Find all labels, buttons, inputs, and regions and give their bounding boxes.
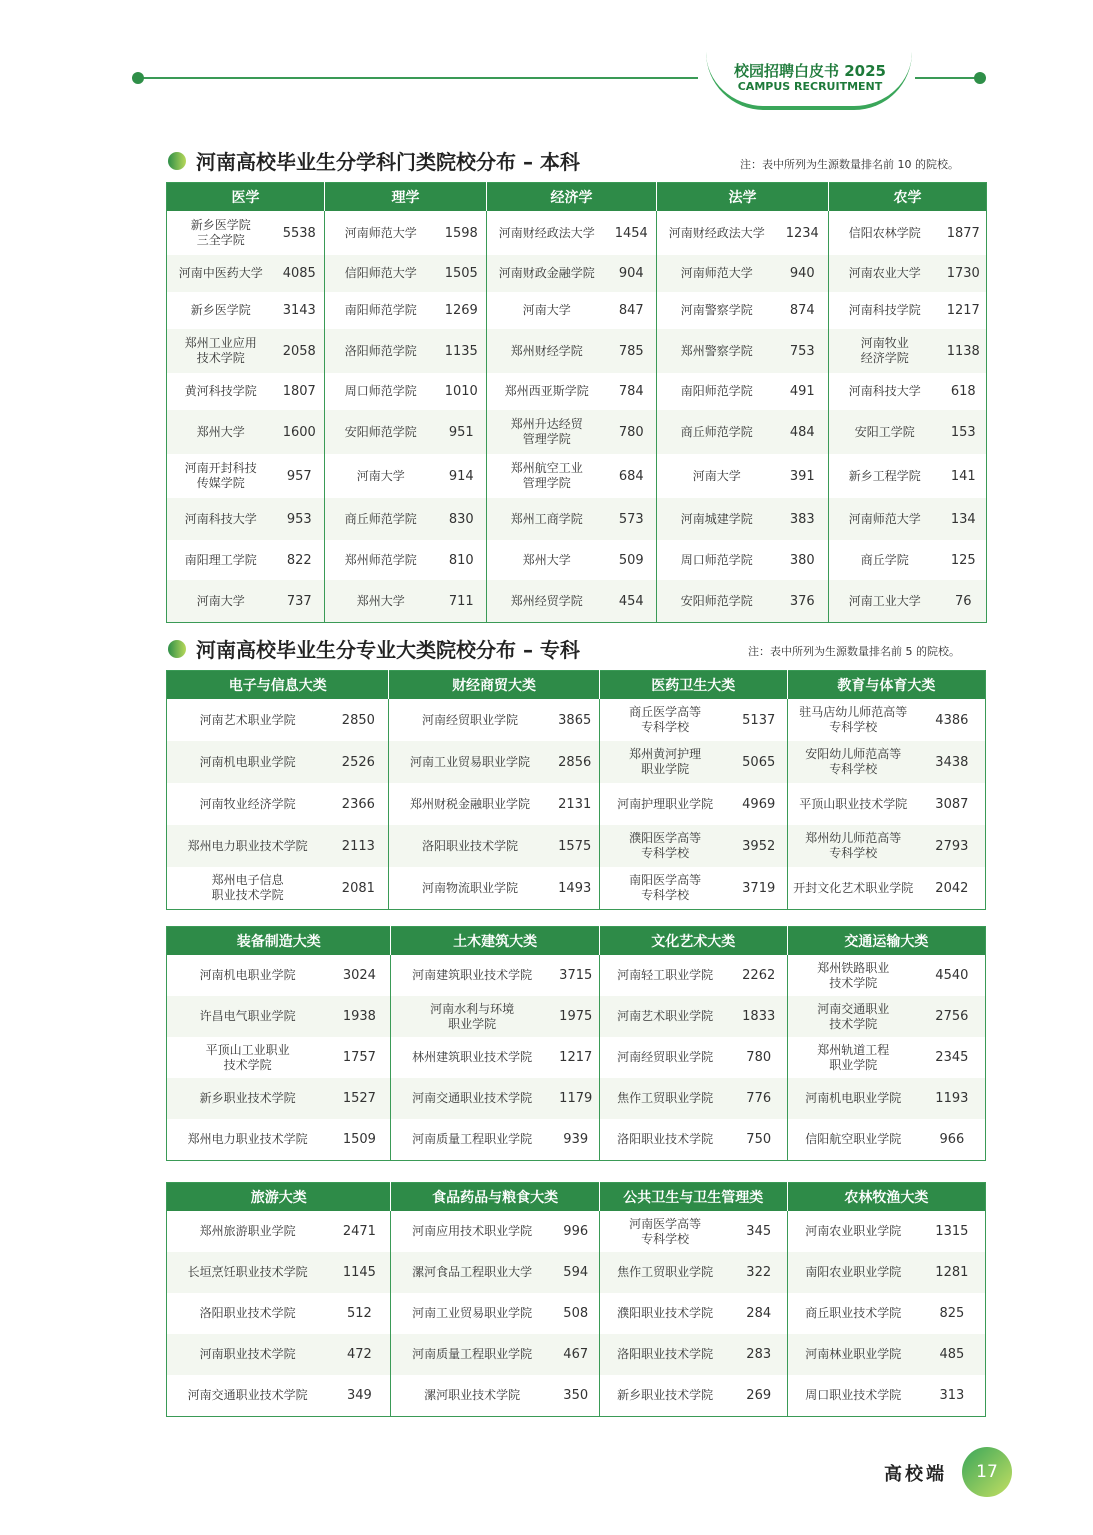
school-name: 周口师范学院 bbox=[344, 384, 417, 398]
table-row bbox=[167, 410, 987, 454]
header-line-left bbox=[138, 77, 698, 79]
school-name: 河南开封科技 传媒学院 bbox=[184, 461, 257, 490]
table-row bbox=[167, 1252, 986, 1293]
student-count: 5065 bbox=[731, 741, 788, 783]
section-title-undergrad bbox=[168, 146, 580, 175]
student-count: 4085 bbox=[275, 255, 325, 292]
student-count: 573 bbox=[607, 498, 657, 540]
school-name: 长垣烹饪职业技术学院 bbox=[167, 1252, 329, 1293]
student-count: 1877 bbox=[946, 225, 980, 241]
school-name: 郑州大学 bbox=[325, 580, 437, 623]
student-count: 4386 bbox=[935, 712, 969, 728]
school-name: 河南经贸职业学院 bbox=[617, 1050, 714, 1064]
student-count: 4540 bbox=[935, 968, 969, 983]
column-header: 教育与体育大类 bbox=[787, 671, 985, 700]
student-count: 1135 bbox=[437, 329, 487, 373]
school-name: 新乡职业技术学院 bbox=[617, 1388, 714, 1402]
student-count: 508 bbox=[553, 1293, 600, 1334]
badge-subtitle: CAMPUS RECRUITMENT bbox=[737, 80, 883, 93]
school-name: 河南财政金融学院 bbox=[487, 255, 607, 292]
student-count: 322 bbox=[731, 1252, 788, 1293]
school-name: 信阳农林学院 bbox=[848, 225, 921, 240]
student-count: 509 bbox=[607, 540, 657, 580]
student-count: 512 bbox=[328, 1293, 391, 1334]
student-count: 810 bbox=[437, 540, 487, 580]
student-count: 3865 bbox=[551, 699, 600, 741]
school-name: 新乡医学院 bbox=[190, 303, 251, 317]
student-count: 711 bbox=[437, 580, 487, 623]
college-table-3 bbox=[166, 1182, 986, 1417]
student-count: 1509 bbox=[328, 1119, 391, 1161]
school-name: 郑州轨道工程 职业学院 bbox=[817, 1042, 890, 1072]
column-header: 经济学 bbox=[487, 183, 657, 212]
student-count: 737 bbox=[275, 580, 325, 623]
table-row bbox=[167, 1293, 986, 1334]
school-name: 安阳工学院 bbox=[829, 410, 941, 454]
student-count: 3719 bbox=[731, 867, 788, 910]
student-count: 2113 bbox=[328, 825, 389, 867]
school-name: 南阳医学高等 专科学校 bbox=[629, 873, 702, 902]
section-title-text: 河南高校毕业生分学科门类院校分布 – 本科 bbox=[196, 150, 580, 174]
student-count: 1179 bbox=[553, 1078, 600, 1119]
school-name: 漯河职业技术学院 bbox=[424, 1388, 521, 1402]
column-header: 装备制造大类 bbox=[167, 927, 391, 956]
school-name: 南阳师范学院 bbox=[680, 384, 753, 398]
student-count: 2345 bbox=[935, 1050, 969, 1065]
school-name: 河南建筑职业技术学院 bbox=[412, 968, 533, 982]
table-row bbox=[167, 867, 986, 910]
school-name: 河南机电职业学院 bbox=[787, 1078, 918, 1119]
school-name: 河南护理职业学院 bbox=[617, 796, 714, 811]
school-name: 信阳师范大学 bbox=[325, 255, 437, 292]
school-name: 郑州西亚斯学院 bbox=[504, 384, 589, 398]
student-count: 454 bbox=[607, 580, 657, 623]
column-header: 旅游大类 bbox=[167, 1183, 391, 1212]
school-name: 河南职业技术学院 bbox=[167, 1334, 329, 1375]
school-name: 信阳航空职业学院 bbox=[805, 1132, 902, 1146]
column-header: 土木建筑大类 bbox=[391, 927, 599, 956]
student-count: 822 bbox=[275, 540, 325, 580]
student-count: 2793 bbox=[919, 825, 986, 867]
school-name: 郑州幼儿师范高等 专科学校 bbox=[787, 825, 918, 867]
table-row bbox=[167, 955, 986, 996]
school-name: 河南水利与环境 职业学院 bbox=[391, 996, 553, 1037]
student-count: 1454 bbox=[607, 211, 657, 255]
school-name: 郑州经贸学院 bbox=[487, 580, 607, 623]
school-name: 河南师范大学 bbox=[657, 255, 777, 292]
student-count: 750 bbox=[731, 1119, 788, 1161]
school-name: 郑州师范学院 bbox=[344, 552, 417, 567]
school-name: 焦作工贸职业学院 bbox=[599, 1078, 730, 1119]
student-count: 2850 bbox=[328, 699, 389, 741]
student-count: 780 bbox=[731, 1037, 788, 1078]
bullet-icon bbox=[168, 152, 186, 170]
table-row bbox=[167, 1211, 986, 1252]
school-name: 郑州黄河护理 职业学院 bbox=[599, 741, 730, 783]
student-count: 5137 bbox=[731, 699, 788, 741]
table-row bbox=[167, 211, 987, 255]
student-count: 380 bbox=[777, 540, 829, 580]
column-header: 财经商贸大类 bbox=[389, 671, 599, 700]
student-count: 1217 bbox=[553, 1037, 600, 1078]
school-name: 河南工业贸易职业学院 bbox=[389, 741, 551, 783]
school-name: 洛阳职业技术学院 bbox=[617, 1132, 714, 1146]
student-count: 1010 bbox=[437, 373, 487, 410]
school-name: 濮阳医学高等 专科学校 bbox=[599, 825, 730, 867]
student-count: 953 bbox=[275, 498, 325, 540]
school-name: 郑州大学 bbox=[167, 410, 275, 454]
table-row bbox=[167, 783, 986, 825]
school-name: 河南大学 bbox=[692, 468, 741, 483]
school-name: 河南医学高等 专科学校 bbox=[629, 1216, 702, 1246]
student-count: 785 bbox=[607, 329, 657, 373]
student-count: 2081 bbox=[328, 867, 389, 910]
note-undergrad: 注：表中所列为生源数量排名前 10 的院校。 bbox=[740, 158, 959, 171]
school-name: 安阳师范学院 bbox=[325, 410, 437, 454]
table-row bbox=[167, 292, 987, 329]
student-count: 784 bbox=[607, 373, 657, 410]
school-name: 河南应用技术职业学院 bbox=[412, 1224, 533, 1238]
student-count: 491 bbox=[777, 373, 829, 410]
table-row bbox=[167, 373, 987, 410]
school-name: 河南科技学院 bbox=[848, 303, 921, 317]
school-name: 南阳师范学院 bbox=[344, 303, 417, 317]
student-count: 283 bbox=[731, 1334, 788, 1375]
school-name: 新乡工程学院 bbox=[848, 468, 921, 483]
badge-title: 校园招聘白皮书 2025 bbox=[734, 62, 886, 80]
table-row bbox=[167, 741, 986, 783]
student-count: 1217 bbox=[946, 303, 980, 318]
school-name: 林州建筑职业技术学院 bbox=[412, 1050, 533, 1064]
student-count: 1138 bbox=[941, 329, 987, 373]
column-header: 法学 bbox=[657, 183, 829, 212]
school-name: 河南林业职业学院 bbox=[787, 1334, 918, 1375]
school-name: 郑州航空工业 管理学院 bbox=[510, 461, 583, 490]
table-row bbox=[167, 1119, 986, 1161]
student-count: 2856 bbox=[551, 741, 600, 783]
table-row bbox=[167, 825, 986, 867]
school-name: 郑州铁路职业 技术学院 bbox=[817, 960, 890, 990]
student-count: 3438 bbox=[919, 741, 986, 783]
student-count: 2131 bbox=[551, 783, 600, 825]
table-row bbox=[167, 580, 987, 623]
school-name: 驻马店幼儿师范高等 专科学校 bbox=[799, 705, 908, 734]
student-count: 753 bbox=[777, 329, 829, 373]
student-count: 376 bbox=[777, 580, 829, 623]
student-count: 3024 bbox=[328, 955, 391, 996]
school-name: 河南机电职业学院 bbox=[167, 741, 329, 783]
student-count: 3087 bbox=[935, 796, 969, 812]
school-name: 河南牧业经济学院 bbox=[199, 796, 296, 811]
table-row bbox=[167, 1078, 986, 1119]
section-title-college bbox=[168, 634, 580, 663]
school-name: 开封文化艺术职业学院 bbox=[793, 880, 914, 895]
student-count: 904 bbox=[607, 255, 657, 292]
student-count: 269 bbox=[731, 1375, 788, 1417]
column-header: 农学 bbox=[829, 183, 987, 212]
note-college: 注：表中所列为生源数量排名前 5 的院校。 bbox=[748, 645, 960, 658]
school-name: 洛阳职业技术学院 bbox=[389, 825, 551, 867]
school-name: 河南牧业 经济学院 bbox=[829, 329, 941, 373]
student-count: 1145 bbox=[328, 1252, 391, 1293]
student-count: 1807 bbox=[275, 373, 325, 410]
school-name: 郑州工商学院 bbox=[487, 498, 607, 540]
student-count: 391 bbox=[777, 454, 829, 498]
student-count: 467 bbox=[553, 1334, 600, 1375]
student-count: 2471 bbox=[328, 1211, 391, 1252]
student-count: 776 bbox=[731, 1078, 788, 1119]
student-count: 4969 bbox=[731, 783, 788, 825]
school-name: 商丘学院 bbox=[860, 552, 909, 567]
school-name: 洛阳师范学院 bbox=[325, 329, 437, 373]
school-name: 河南农业职业学院 bbox=[805, 1224, 902, 1238]
school-name: 河南物流职业学院 bbox=[422, 880, 519, 895]
table-row bbox=[167, 1334, 986, 1375]
table-row bbox=[167, 454, 987, 498]
school-name: 河南大学 bbox=[522, 303, 571, 317]
school-name: 河南中医药大学 bbox=[167, 255, 275, 292]
column-header: 电子与信息大类 bbox=[167, 671, 389, 700]
header-line-right bbox=[915, 77, 979, 79]
school-name: 河南艺术职业学院 bbox=[199, 712, 296, 727]
school-name: 郑州旅游职业学院 bbox=[199, 1224, 296, 1238]
school-name: 周口职业技术学院 bbox=[805, 1388, 902, 1402]
student-count: 1600 bbox=[275, 410, 325, 454]
school-name: 河南城建学院 bbox=[657, 498, 777, 540]
column-header: 医药卫生大类 bbox=[599, 671, 787, 700]
school-name: 周口师范学院 bbox=[680, 552, 753, 567]
column-header: 文化艺术大类 bbox=[599, 927, 787, 956]
school-name: 河南机电职业学院 bbox=[199, 968, 296, 982]
student-count: 2366 bbox=[328, 783, 389, 825]
student-count: 1938 bbox=[328, 996, 391, 1037]
student-count: 1269 bbox=[437, 292, 487, 329]
student-count: 3952 bbox=[731, 825, 788, 867]
school-name: 郑州工业应用 技术学院 bbox=[167, 329, 275, 373]
school-name: 许昌电气职业学院 bbox=[167, 996, 329, 1037]
table-row bbox=[167, 699, 986, 741]
school-name: 河南财经政法大学 bbox=[668, 225, 765, 240]
student-count: 349 bbox=[328, 1375, 391, 1417]
school-name: 安阳幼儿师范高等 专科学校 bbox=[787, 741, 918, 783]
school-name: 平顶山工业职业 技术学院 bbox=[205, 1042, 290, 1072]
student-count: 1281 bbox=[919, 1252, 986, 1293]
school-name: 郑州升达经贸 管理学院 bbox=[487, 410, 607, 454]
school-name: 濮阳职业技术学院 bbox=[617, 1306, 714, 1320]
school-name: 河南农业大学 bbox=[829, 255, 941, 292]
table-row bbox=[167, 329, 987, 373]
school-name: 郑州电力职业技术学院 bbox=[187, 1132, 308, 1146]
student-count: 2058 bbox=[275, 329, 325, 373]
student-count: 780 bbox=[607, 410, 657, 454]
school-name: 洛阳职业技术学院 bbox=[599, 1334, 730, 1375]
student-count: 1527 bbox=[328, 1078, 391, 1119]
school-name: 河南大学 bbox=[167, 580, 275, 623]
school-name: 河南交通职业 技术学院 bbox=[787, 996, 918, 1037]
student-count: 3715 bbox=[553, 955, 600, 996]
student-count: 141 bbox=[950, 468, 976, 484]
school-name: 商丘职业技术学院 bbox=[805, 1306, 902, 1320]
college-table-2 bbox=[166, 926, 986, 1161]
school-name: 新乡职业技术学院 bbox=[167, 1078, 329, 1119]
student-count: 76 bbox=[941, 580, 987, 623]
school-name: 商丘师范学院 bbox=[325, 498, 437, 540]
school-name: 郑州大学 bbox=[522, 552, 571, 567]
student-count: 594 bbox=[553, 1252, 600, 1293]
school-name: 平顶山职业技术学院 bbox=[799, 796, 908, 811]
bullet-icon bbox=[168, 640, 186, 658]
school-name: 河南交通职业技术学院 bbox=[187, 1388, 308, 1402]
footer-label: 高校端 bbox=[884, 1464, 947, 1485]
school-name: 河南经贸职业学院 bbox=[422, 712, 519, 727]
student-count: 830 bbox=[437, 498, 487, 540]
college-table-1 bbox=[166, 670, 986, 910]
undergrad-table bbox=[166, 182, 987, 623]
student-count: 940 bbox=[777, 255, 829, 292]
column-header: 医学 bbox=[167, 183, 325, 212]
student-count: 3143 bbox=[275, 292, 325, 329]
student-count: 1833 bbox=[731, 996, 788, 1037]
student-count: 125 bbox=[950, 552, 976, 568]
student-count: 874 bbox=[777, 292, 829, 329]
column-header: 交通运输大类 bbox=[787, 927, 985, 956]
student-count: 472 bbox=[328, 1334, 391, 1375]
student-count: 383 bbox=[777, 498, 829, 540]
table-row bbox=[167, 540, 987, 580]
school-name: 南阳理工学院 bbox=[184, 552, 257, 567]
student-count: 1975 bbox=[553, 996, 600, 1037]
student-count: 1730 bbox=[941, 255, 987, 292]
school-name: 河南科技大学 bbox=[167, 498, 275, 540]
school-name: 漯河食品工程职业大学 bbox=[391, 1252, 553, 1293]
student-count: 957 bbox=[275, 454, 325, 498]
student-count: 5538 bbox=[275, 211, 325, 255]
school-name: 安阳师范学院 bbox=[657, 580, 777, 623]
page-number: 17 bbox=[962, 1447, 1012, 1497]
school-name: 洛阳职业技术学院 bbox=[199, 1306, 296, 1320]
student-count: 313 bbox=[939, 1388, 965, 1403]
header-dot-left bbox=[132, 72, 144, 84]
school-name: 河南轻工职业学院 bbox=[617, 968, 714, 982]
student-count: 1598 bbox=[437, 211, 487, 255]
student-count: 684 bbox=[607, 454, 657, 498]
table-row bbox=[167, 996, 986, 1037]
school-name: 河南科技大学 bbox=[848, 384, 921, 398]
student-count: 966 bbox=[939, 1132, 965, 1147]
student-count: 484 bbox=[777, 410, 829, 454]
school-name: 河南师范大学 bbox=[344, 225, 417, 240]
school-name: 南阳农业职业学院 bbox=[787, 1252, 918, 1293]
school-name: 郑州财经学院 bbox=[487, 329, 607, 373]
student-count: 134 bbox=[941, 498, 987, 540]
school-name: 河南警察学院 bbox=[680, 303, 753, 317]
student-count: 284 bbox=[731, 1293, 788, 1334]
student-count: 350 bbox=[553, 1375, 600, 1417]
school-name: 河南大学 bbox=[356, 468, 405, 483]
column-header: 食品药品与粮食大类 bbox=[391, 1183, 599, 1212]
table-row bbox=[167, 255, 987, 292]
school-name: 郑州电子信息 职业技术学院 bbox=[211, 873, 284, 902]
school-name: 商丘师范学院 bbox=[657, 410, 777, 454]
student-count: 1493 bbox=[551, 867, 600, 910]
column-header: 公共卫生与卫生管理类 bbox=[599, 1183, 787, 1212]
column-header: 农林牧渔大类 bbox=[787, 1183, 985, 1212]
student-count: 847 bbox=[607, 292, 657, 329]
student-count: 996 bbox=[553, 1211, 600, 1252]
student-count: 1315 bbox=[935, 1224, 969, 1239]
school-name: 河南工业大学 bbox=[829, 580, 941, 623]
section-title-text: 河南高校毕业生分专业大类院校分布 – 专科 bbox=[196, 638, 580, 662]
student-count: 939 bbox=[553, 1119, 600, 1161]
student-count: 951 bbox=[437, 410, 487, 454]
student-count: 1505 bbox=[437, 255, 487, 292]
school-name: 郑州财税金融职业学院 bbox=[410, 796, 531, 811]
school-name: 河南质量工程职业学院 bbox=[412, 1132, 533, 1146]
column-header: 理学 bbox=[325, 183, 487, 212]
student-count: 2042 bbox=[935, 880, 969, 896]
student-count: 2526 bbox=[328, 741, 389, 783]
student-count: 2756 bbox=[919, 996, 986, 1037]
school-name: 郑州电力职业技术学院 bbox=[167, 825, 329, 867]
student-count: 1575 bbox=[551, 825, 600, 867]
school-name: 商丘医学高等 专科学校 bbox=[629, 705, 702, 734]
school-name: 河南师范大学 bbox=[829, 498, 941, 540]
student-count: 914 bbox=[437, 454, 487, 498]
school-name: 黄河科技学院 bbox=[184, 384, 257, 398]
school-name: 河南工业贸易职业学院 bbox=[412, 1306, 533, 1320]
school-name: 郑州警察学院 bbox=[657, 329, 777, 373]
school-name: 焦作工贸职业学院 bbox=[599, 1252, 730, 1293]
student-count: 1193 bbox=[919, 1078, 986, 1119]
student-count: 153 bbox=[941, 410, 987, 454]
school-name: 河南交通职业技术学院 bbox=[391, 1078, 553, 1119]
student-count: 1234 bbox=[777, 211, 829, 255]
student-count: 1757 bbox=[328, 1037, 391, 1078]
school-name: 河南财经政法大学 bbox=[498, 225, 595, 240]
school-name: 河南艺术职业学院 bbox=[599, 996, 730, 1037]
table-row bbox=[167, 498, 987, 540]
table-row bbox=[167, 1037, 986, 1078]
student-count: 345 bbox=[731, 1211, 788, 1252]
header-dot-right bbox=[974, 72, 986, 84]
table-row bbox=[167, 1375, 986, 1417]
school-name: 河南质量工程职业学院 bbox=[391, 1334, 553, 1375]
student-count: 485 bbox=[919, 1334, 986, 1375]
student-count: 618 bbox=[950, 384, 976, 399]
student-count: 2262 bbox=[731, 955, 788, 996]
student-count: 825 bbox=[939, 1306, 965, 1321]
school-name: 新乡医学院 三全学院 bbox=[190, 218, 251, 247]
